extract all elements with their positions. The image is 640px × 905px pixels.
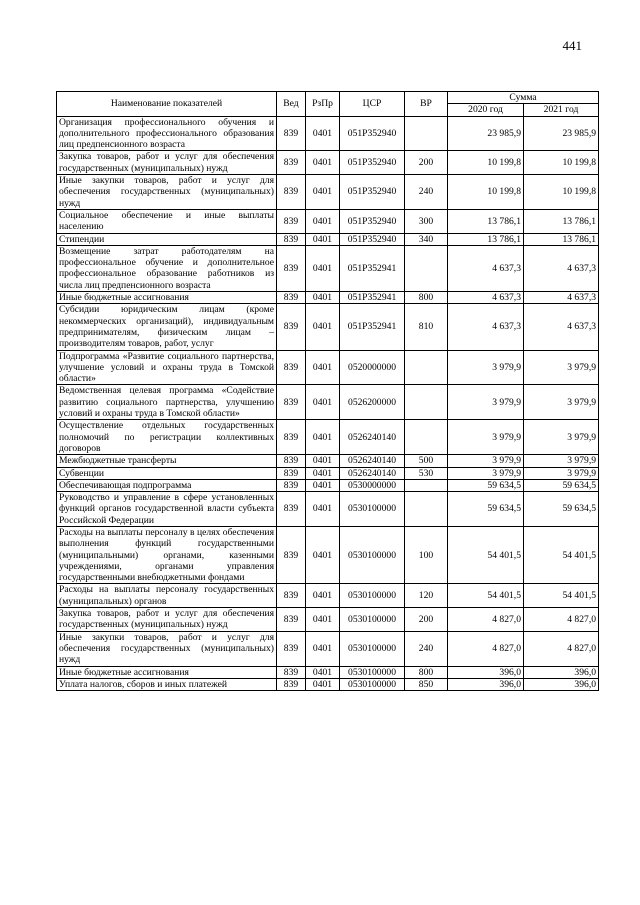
row-csr: 0530100000 <box>340 584 405 608</box>
row-ved: 839 <box>277 479 306 491</box>
row-rzpr: 0401 <box>306 608 340 632</box>
header-year-2020: 2020 год <box>448 104 524 116</box>
row-csr: 051P352940 <box>340 151 405 175</box>
row-csr: 0526240140 <box>340 467 405 479</box>
row-csr: 051P352940 <box>340 209 405 233</box>
row-sum-2020: 54 401,5 <box>448 526 524 583</box>
row-ved: 839 <box>277 526 306 583</box>
row-ved: 839 <box>277 492 306 527</box>
table-row <box>57 304 599 350</box>
row-name: Иные закупки товаров, работ и услуг для обеспечения государственных (муниципальных) нужд <box>57 631 277 666</box>
table-row <box>57 467 599 479</box>
row-sum-2020: 4 827,0 <box>448 631 524 666</box>
row-rzpr: 0401 <box>306 455 340 467</box>
row-name: Субвенции <box>57 467 277 479</box>
row-csr: 0530100000 <box>340 631 405 666</box>
header-row <box>57 92 599 104</box>
row-sum-2021: 4 827,0 <box>524 631 599 666</box>
row-rzpr: 0401 <box>306 420 340 455</box>
table-row <box>57 420 599 455</box>
row-name: Иные закупки товаров, работ и услуг для обеспечения государственных (муниципальных) нужд <box>57 175 277 210</box>
row-csr: 051P352941 <box>340 292 405 304</box>
row-sum-2020: 396,0 <box>448 666 524 678</box>
row-csr: 051P352941 <box>340 304 405 350</box>
row-sum-2020: 4 827,0 <box>448 608 524 632</box>
row-ved: 839 <box>277 420 306 455</box>
row-name: Расходы на выплаты персоналу государственных (муниципальных) органов <box>57 584 277 608</box>
row-sum-2021: 59 634,5 <box>524 479 599 491</box>
row-name: Обеспечивающая подпрограмма <box>57 479 277 491</box>
row-sum-2021: 4 637,3 <box>524 304 599 350</box>
row-vr: 120 <box>405 584 448 608</box>
row-csr: 051P352940 <box>340 175 405 210</box>
row-ved: 839 <box>277 666 306 678</box>
row-vr: 200 <box>405 608 448 632</box>
row-csr: 0520000000 <box>340 350 405 385</box>
table-row <box>57 526 599 583</box>
row-sum-2020: 59 634,5 <box>448 479 524 491</box>
row-rzpr: 0401 <box>306 467 340 479</box>
row-sum-2021: 54 401,5 <box>524 526 599 583</box>
row-rzpr: 0401 <box>306 151 340 175</box>
row-ved: 839 <box>277 631 306 666</box>
table-row <box>57 151 599 175</box>
row-csr: 0526200000 <box>340 385 405 420</box>
row-vr: 340 <box>405 233 448 245</box>
row-rzpr: 0401 <box>306 385 340 420</box>
header-csr: ЦСР <box>340 92 405 117</box>
row-csr: 0526240140 <box>340 420 405 455</box>
row-name: Осуществление отдельных государственных полномочий по регистрации коллективных договоров <box>57 420 277 455</box>
table-row <box>57 175 599 210</box>
row-csr: 0530100000 <box>340 492 405 527</box>
row-sum-2020: 4 637,3 <box>448 245 524 291</box>
row-ved: 839 <box>277 151 306 175</box>
row-vr <box>405 492 448 527</box>
row-sum-2020: 3 979,9 <box>448 420 524 455</box>
row-sum-2021: 3 979,9 <box>524 385 599 420</box>
row-name: Иные бюджетные ассигнования <box>57 292 277 304</box>
row-ved: 839 <box>277 233 306 245</box>
row-sum-2020: 23 985,9 <box>448 116 524 151</box>
row-csr: 0530100000 <box>340 526 405 583</box>
row-csr: 0530100000 <box>340 608 405 632</box>
row-csr: 051P352940 <box>340 116 405 151</box>
row-sum-2021: 10 199,8 <box>524 151 599 175</box>
row-name: Ведомственная целевая программа «Содействие развитию социального партнерства, улучшению условий и охраны труда в Томской области» <box>57 385 277 420</box>
row-ved: 839 <box>277 245 306 291</box>
row-vr <box>405 420 448 455</box>
row-sum-2021: 13 786,1 <box>524 209 599 233</box>
row-sum-2020: 396,0 <box>448 678 524 690</box>
table-row <box>57 608 599 632</box>
row-csr: 0530000000 <box>340 479 405 491</box>
row-sum-2021: 396,0 <box>524 678 599 690</box>
row-name: Социальное обеспечение и иные выплаты населению <box>57 209 277 233</box>
row-rzpr: 0401 <box>306 526 340 583</box>
row-name: Межбюджетные трансферты <box>57 455 277 467</box>
row-rzpr: 0401 <box>306 304 340 350</box>
table-row <box>57 666 599 678</box>
row-csr: 0526240140 <box>340 455 405 467</box>
row-name: Стипендии <box>57 233 277 245</box>
row-vr: 200 <box>405 151 448 175</box>
row-name: Уплата налогов, сборов и иных платежей <box>57 678 277 690</box>
row-name: Организация профессионального обучения и дополнительного профессионального образования лиц предпенсионного возраста <box>57 116 277 151</box>
row-sum-2020: 10 199,8 <box>448 175 524 210</box>
table-row <box>57 455 599 467</box>
row-sum-2020: 54 401,5 <box>448 584 524 608</box>
row-vr <box>405 479 448 491</box>
header-rzpr: РзПр <box>306 92 340 117</box>
row-vr <box>405 350 448 385</box>
row-sum-2020: 3 979,9 <box>448 350 524 385</box>
row-ved: 839 <box>277 608 306 632</box>
row-sum-2020: 10 199,8 <box>448 151 524 175</box>
row-rzpr: 0401 <box>306 175 340 210</box>
row-ved: 839 <box>277 350 306 385</box>
header-ved: Вед <box>277 92 306 117</box>
header-year-2021: 2021 год <box>524 104 599 116</box>
row-sum-2020: 4 637,3 <box>448 304 524 350</box>
row-sum-2021: 4 637,3 <box>524 292 599 304</box>
row-csr: 051P352940 <box>340 233 405 245</box>
row-rzpr: 0401 <box>306 350 340 385</box>
row-rzpr: 0401 <box>306 678 340 690</box>
row-rzpr: 0401 <box>306 116 340 151</box>
row-ved: 839 <box>277 455 306 467</box>
row-ved: 839 <box>277 678 306 690</box>
row-sum-2021: 3 979,9 <box>524 455 599 467</box>
row-name: Расходы на выплаты персоналу в целях обеспечения выполнения функций государственными (муниципальными) органами, казенными учреждениями, органами управления государственными внебюджетными фондами <box>57 526 277 583</box>
row-name: Закупка товаров, работ и услуг для обеспечения государственных (муниципальных) нужд <box>57 151 277 175</box>
row-name: Закупка товаров, работ и услуг для обеспечения государственных (муниципальных) нужд <box>57 608 277 632</box>
row-vr <box>405 245 448 291</box>
row-ved: 839 <box>277 292 306 304</box>
row-rzpr: 0401 <box>306 631 340 666</box>
row-rzpr: 0401 <box>306 233 340 245</box>
row-rzpr: 0401 <box>306 209 340 233</box>
row-sum-2021: 10 199,8 <box>524 175 599 210</box>
row-sum-2021: 396,0 <box>524 666 599 678</box>
row-vr: 850 <box>405 678 448 690</box>
row-sum-2021: 54 401,5 <box>524 584 599 608</box>
row-sum-2021: 3 979,9 <box>524 467 599 479</box>
row-name: Возмещение затрат работодателям на профессиональное обучение и дополнительное профессиональное образование работников из числа лиц предпенсионного возраста <box>57 245 277 291</box>
table-row <box>57 385 599 420</box>
table-row <box>57 209 599 233</box>
table-row <box>57 678 599 690</box>
row-sum-2021: 13 786,1 <box>524 233 599 245</box>
row-sum-2020: 4 637,3 <box>448 292 524 304</box>
row-vr <box>405 116 448 151</box>
table-row <box>57 350 599 385</box>
row-rzpr: 0401 <box>306 666 340 678</box>
row-rzpr: 0401 <box>306 245 340 291</box>
row-name: Иные бюджетные ассигнования <box>57 666 277 678</box>
row-rzpr: 0401 <box>306 479 340 491</box>
table-body <box>57 116 599 691</box>
row-csr: 0530100000 <box>340 678 405 690</box>
table-row <box>57 233 599 245</box>
row-sum-2020: 59 634,5 <box>448 492 524 527</box>
row-sum-2021: 23 985,9 <box>524 116 599 151</box>
table-row <box>57 479 599 491</box>
row-sum-2020: 3 979,9 <box>448 455 524 467</box>
row-csr: 0530100000 <box>340 666 405 678</box>
row-name: Подпрограмма «Развитие социального партнерства, улучшение условий и охраны труда в Томской области» <box>57 350 277 385</box>
row-vr: 240 <box>405 631 448 666</box>
row-ved: 839 <box>277 116 306 151</box>
row-vr: 800 <box>405 292 448 304</box>
budget-table <box>56 91 599 691</box>
row-ved: 839 <box>277 209 306 233</box>
row-ved: 839 <box>277 467 306 479</box>
row-csr: 051P352941 <box>340 245 405 291</box>
row-ved: 839 <box>277 175 306 210</box>
header-name: Наименование показателей <box>57 92 277 117</box>
header-vr: ВР <box>405 92 448 117</box>
table-row <box>57 584 599 608</box>
row-sum-2020: 13 786,1 <box>448 233 524 245</box>
row-sum-2021: 59 634,5 <box>524 492 599 527</box>
row-vr: 530 <box>405 467 448 479</box>
table-row <box>57 292 599 304</box>
row-name: Руководство и управление в сфере установленных функций органов государственной власти субъекта Российской Федерации <box>57 492 277 527</box>
row-sum-2021: 3 979,9 <box>524 350 599 385</box>
row-rzpr: 0401 <box>306 584 340 608</box>
row-vr: 810 <box>405 304 448 350</box>
row-vr: 500 <box>405 455 448 467</box>
row-sum-2020: 13 786,1 <box>448 209 524 233</box>
row-sum-2020: 3 979,9 <box>448 385 524 420</box>
table-row <box>57 631 599 666</box>
row-ved: 839 <box>277 385 306 420</box>
header-sum: Сумма <box>448 92 599 104</box>
row-vr: 240 <box>405 175 448 210</box>
row-sum-2021: 4 827,0 <box>524 608 599 632</box>
table-row <box>57 492 599 527</box>
row-sum-2021: 4 637,3 <box>524 245 599 291</box>
page-number: 441 <box>562 38 582 53</box>
row-sum-2021: 3 979,9 <box>524 420 599 455</box>
row-sum-2020: 3 979,9 <box>448 467 524 479</box>
row-name: Субсидии юридическим лицам (кроме некоммерческих организаций), индивидуальным предпринимателям, физическим лицам – производителям товаров, работ, услуг <box>57 304 277 350</box>
row-vr: 800 <box>405 666 448 678</box>
row-rzpr: 0401 <box>306 292 340 304</box>
row-vr <box>405 385 448 420</box>
row-vr: 100 <box>405 526 448 583</box>
row-rzpr: 0401 <box>306 492 340 527</box>
table-row <box>57 116 599 151</box>
row-ved: 839 <box>277 304 306 350</box>
row-ved: 839 <box>277 584 306 608</box>
row-vr: 300 <box>405 209 448 233</box>
table-row <box>57 245 599 291</box>
